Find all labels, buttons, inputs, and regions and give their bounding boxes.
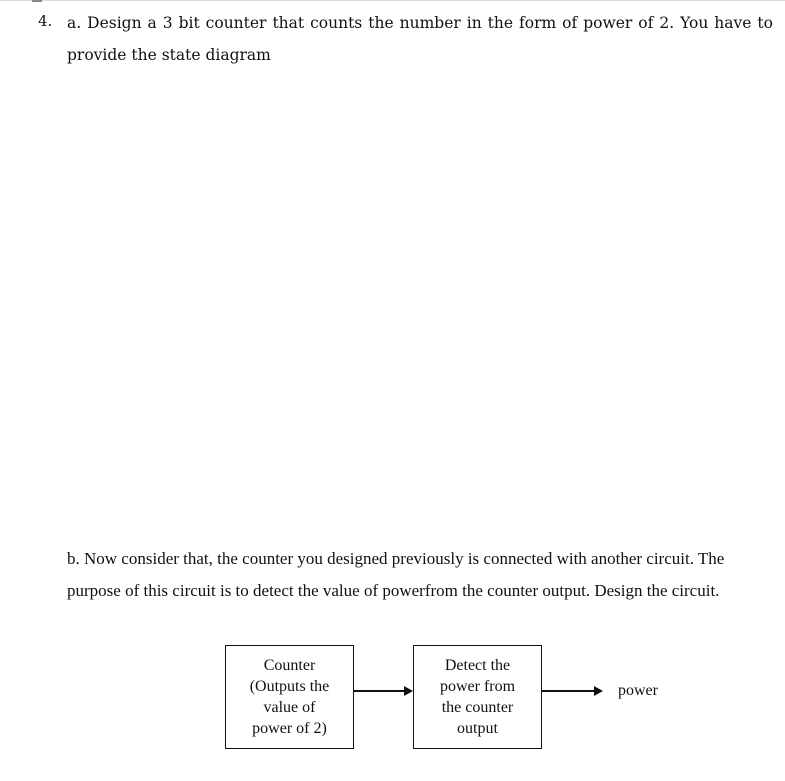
part-a-text: a. Design a 3 bit counter that counts the number in the form of power of 2. You have to provide the state diagram bbox=[67, 14, 773, 64]
counter-block-line: (Outputs the bbox=[249, 678, 330, 695]
counter-block-line: Counter bbox=[263, 657, 316, 674]
detector-block-line: output bbox=[457, 720, 498, 737]
counter-to-detector-arrow bbox=[354, 686, 413, 696]
counter-block bbox=[225, 645, 354, 749]
counter-block-line: value of bbox=[263, 699, 316, 716]
counter-block-line: power of 2) bbox=[252, 720, 327, 737]
page-corner-mark bbox=[32, 0, 42, 2]
detector-block-line: Detect the bbox=[444, 657, 511, 674]
question-number: 4. bbox=[38, 12, 53, 30]
detector-to-output-arrow bbox=[542, 686, 603, 696]
detector-block-line: the counter bbox=[441, 699, 514, 716]
arrow-head-icon bbox=[404, 686, 413, 696]
top-border bbox=[0, 0, 785, 1]
output-label: power bbox=[618, 682, 658, 699]
counter-block-label bbox=[235, 655, 345, 739]
arrow-shaft bbox=[354, 690, 404, 692]
arrow-shaft bbox=[542, 690, 594, 692]
arrow-head-icon bbox=[594, 686, 603, 696]
detector-block-line: power from bbox=[439, 678, 516, 695]
detector-block-label bbox=[423, 655, 533, 739]
part-b-text: b. Now consider that, the counter you designed previously is connected with another circuit. The purpose of this circuit is to detect the value of powerfrom the counter output. Design the circuit. bbox=[67, 549, 725, 600]
detector-block bbox=[413, 645, 542, 749]
